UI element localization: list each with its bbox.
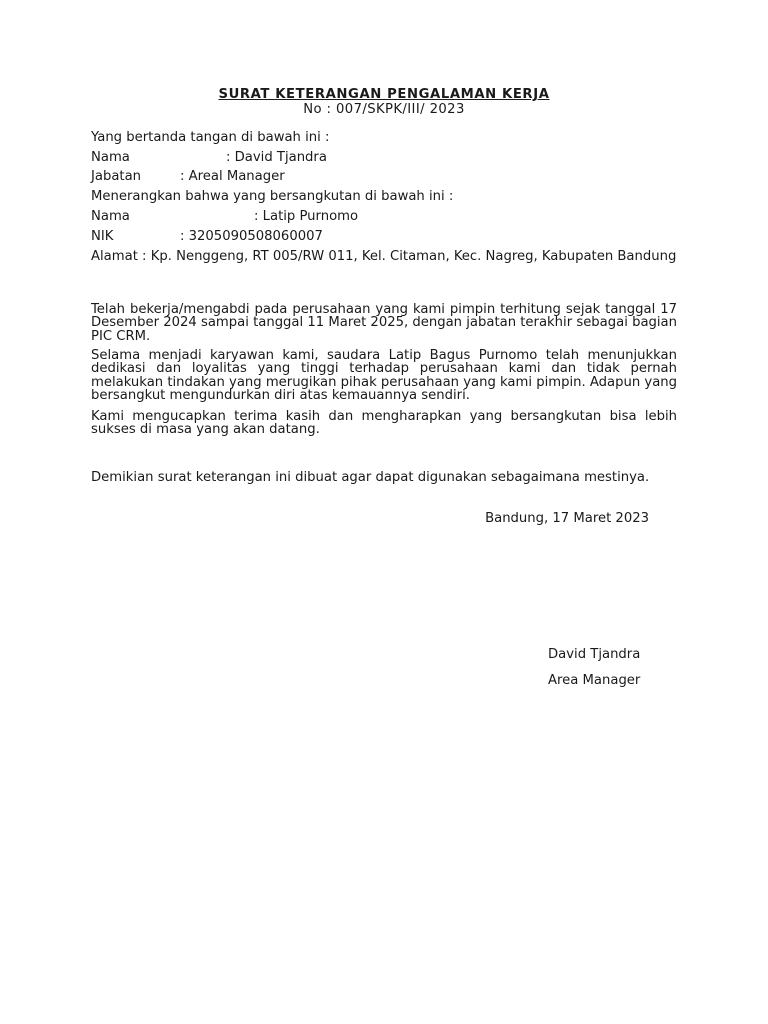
statement-line: Menerangkan bahwa yang bersangkutan di bawah ini : bbox=[91, 189, 454, 204]
paragraph-dedication: Selama menjadi karyawan kami, saudara Latip Bagus Purnomo telah menunjukkan dedikasi dan loyalitas yang tinggi terhadap perusahaan kami dan tidak pernah melakukan tindakan yang merugikan pihak perusahaan yang kami pimpin. Adapun yang bersangkut mengundurkan diri atas kemauannya sendiri. bbox=[91, 348, 678, 404]
employee-nik-label: NIK bbox=[91, 229, 114, 244]
signer-position-value: : Areal Manager bbox=[180, 169, 285, 184]
closing-paragraph: Demikian surat keterangan ini dibuat agar dapat digunakan sebagaimana mestinya. bbox=[91, 470, 650, 485]
employee-name-value: : Latip Purnomo bbox=[254, 209, 359, 224]
signature-title: Area Manager bbox=[548, 673, 641, 688]
letter-title: SURAT KETERANGAN PENGALAMAN KERJA bbox=[218, 87, 550, 102]
signer-name-value: : David Tjandra bbox=[226, 150, 327, 165]
paragraph-employment: Telah bekerja/mengabdi pada perusahaan yang kami pimpin terhitung sejak tanggal 17 Desember 2024 sampai tanggal 11 Maret 2025, dengan jabatan terakhir sebagai bagian PIC CRM. bbox=[91, 302, 677, 344]
employee-nik-row bbox=[91, 229, 323, 245]
signature-name: David Tjandra bbox=[548, 647, 641, 662]
letter-number: No : 007/SKPK/III/ 2023 bbox=[303, 102, 465, 117]
employee-address: Alamat : Kp. Nenggeng, RT 005/RW 011, Kel. Citaman, Kec. Nagreg, Kabupaten Bandung bbox=[91, 249, 677, 264]
paragraph-thanks: Kami mengucapkan terima kasih dan mengharapkan yang bersangkutan bisa lebih sukses di masa yang akan datang. bbox=[91, 409, 677, 438]
employee-name-label: Nama bbox=[91, 209, 130, 224]
employee-name-row bbox=[91, 209, 358, 225]
signer-name-label: Nama bbox=[91, 150, 130, 165]
employee-nik-value: : 3205090508060007 bbox=[180, 229, 323, 244]
signer-position-row bbox=[91, 169, 285, 185]
signer-position-label: Jabatan bbox=[91, 169, 142, 184]
place-date: Bandung, 17 Maret 2023 bbox=[485, 511, 649, 526]
intro-line: Yang bertanda tangan di bawah ini : bbox=[91, 130, 330, 145]
signer-name-row bbox=[91, 150, 327, 166]
